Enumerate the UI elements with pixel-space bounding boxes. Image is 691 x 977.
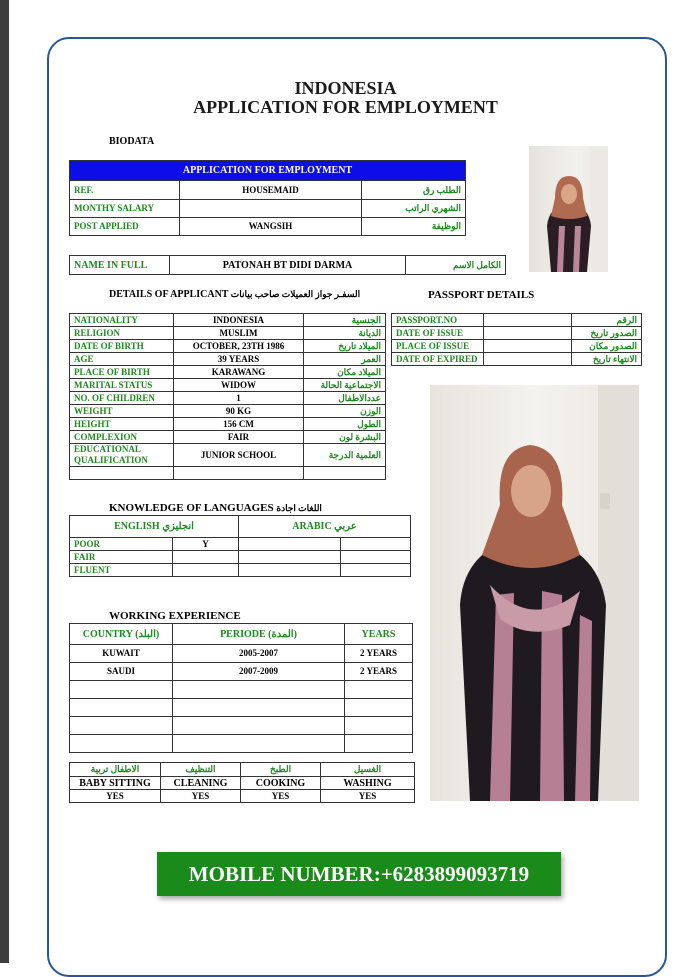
english-arabic-label: انجليزي (162, 521, 194, 532)
passport-value (484, 314, 572, 327)
experience-country: SAUDI (70, 663, 173, 681)
name-value: PATONAH BT DIDI DARMA (170, 256, 406, 275)
table-row (70, 444, 386, 467)
empty-cell (341, 564, 411, 577)
detail-label: DATE OF BIRTH (70, 340, 174, 353)
english-rating (173, 564, 239, 577)
table-row (70, 467, 386, 480)
detail-value: KARAWANG (174, 366, 304, 379)
ref-value: HOUSEMAID (180, 181, 362, 200)
skill-arabic: الطبخ (241, 763, 321, 777)
detail-arabic: العمر (304, 353, 386, 366)
title-application: APPLICATION FOR EMPLOYMENT (193, 97, 498, 117)
arabic-label: ARABIC (292, 521, 332, 532)
ref-arabic: الطلب رق (362, 181, 466, 200)
post-label: POST APPLIED (70, 218, 180, 236)
english-label: ENGLISH (114, 521, 160, 532)
table-row (392, 340, 642, 353)
passport-arabic: الانتهاء تاريخ (572, 353, 642, 366)
arabic-arabic-label: عربي (334, 521, 357, 532)
table-row (70, 763, 415, 777)
ref-label: REF. (70, 181, 180, 200)
experience-heading: WORKING EXPERIENCE (109, 610, 241, 622)
detail-label: HEIGHT (70, 418, 174, 431)
skill-name: CLEANING (161, 777, 241, 790)
table-row (70, 314, 386, 327)
empty-cell (70, 717, 173, 735)
detail-label: COMPLEXION (70, 431, 174, 444)
empty-cell (341, 538, 411, 551)
skill-name: BABY SITTING (70, 777, 161, 790)
detail-arabic: عددالاطفال (304, 392, 386, 405)
table-row (70, 431, 386, 444)
passport-table (391, 313, 642, 366)
empty-cell (70, 681, 173, 699)
languages-table (69, 515, 411, 577)
detail-arabic: البشرة لون (304, 431, 386, 444)
details-heading-en: DETAILS OF APPLICANT (109, 289, 229, 300)
arabic-rating (239, 564, 341, 577)
applicant-photo-small (529, 146, 608, 272)
table-row (70, 379, 386, 392)
detail-value: INDONESIA (174, 314, 304, 327)
table-row (70, 366, 386, 379)
languages-heading (109, 502, 322, 514)
salary-arabic: الشهري الراتب (362, 200, 466, 218)
table-row (70, 418, 386, 431)
salary-value (180, 200, 362, 218)
passport-arabic: الصدور مكان (572, 340, 642, 353)
passport-label: DATE OF ISSUE (392, 327, 484, 340)
detail-value: JUNIOR SCHOOL (174, 444, 304, 467)
table-row (70, 538, 411, 551)
experience-period: 2005-2007 (173, 645, 345, 663)
left-edge-bar (0, 0, 9, 963)
detail-arabic: الوزن (304, 405, 386, 418)
experience-table (69, 623, 413, 753)
skill-arabic: الاطفال تربية (70, 763, 161, 777)
passport-heading: PASSPORT DETAILS (428, 289, 535, 301)
name-arabic: الكامل الاسم (406, 256, 506, 275)
application-table-header: APPLICATION FOR EMPLOYMENT (70, 161, 466, 181)
empty-cell (345, 699, 413, 717)
detail-label: MARITAL STATUS (70, 379, 174, 392)
empty-cell (173, 735, 345, 753)
table-row (70, 340, 386, 353)
post-value: WANGSIH (180, 218, 362, 236)
table-row (70, 681, 413, 699)
language-level: FLUENT (70, 564, 173, 577)
detail-arabic: الميلاد مكان (304, 366, 386, 379)
english-column-header (70, 516, 239, 538)
skill-name: WASHING (321, 777, 415, 790)
applicant-details-table (69, 313, 386, 480)
table-row (70, 551, 411, 564)
detail-arabic: الديانة (304, 327, 386, 340)
period-column-header: PERIODE (المدة) (173, 624, 345, 645)
title-country: INDONESIA (294, 78, 397, 98)
empty-cell (70, 735, 173, 753)
detail-value: 90 KG (174, 405, 304, 418)
skill-name: COOKING (241, 777, 321, 790)
application-table (69, 160, 466, 236)
arabic-column-header (239, 516, 411, 538)
name-label: NAME IN FULL (70, 256, 170, 275)
passport-value (484, 327, 572, 340)
table-row (70, 327, 386, 340)
passport-arabic: الصدور تاريخ (572, 327, 642, 340)
skills-table (69, 762, 415, 803)
passport-label: DATE OF EXPIRED (392, 353, 484, 366)
arabic-rating (239, 538, 341, 551)
skill-value: YES (161, 790, 241, 803)
mobile-number-banner: MOBILE NUMBER:+6283899093719 (157, 852, 561, 896)
detail-label: NO. OF CHILDREN (70, 392, 174, 405)
languages-heading-ar: اللغات اجادة (276, 503, 322, 513)
passport-value (484, 340, 572, 353)
detail-value: 1 (174, 392, 304, 405)
passport-arabic: الرقم (572, 314, 642, 327)
empty-cell (70, 467, 174, 480)
english-rating: Y (173, 538, 239, 551)
detail-arabic: الميلاد تاريخ (304, 340, 386, 353)
passport-label: PLACE OF ISSUE (392, 340, 484, 353)
detail-label: NATIONALITY (70, 314, 174, 327)
table-row (392, 314, 642, 327)
empty-cell (173, 699, 345, 717)
applicant-photo-full (430, 385, 639, 801)
table-row (70, 645, 413, 663)
languages-heading-en: KNOWLEDGE OF LANGUAGES (109, 502, 274, 514)
experience-years: 2 YEARS (345, 645, 413, 663)
detail-value: MUSLIM (174, 327, 304, 340)
table-row (392, 327, 642, 340)
detail-label: AGE (70, 353, 174, 366)
empty-cell (70, 699, 173, 717)
detail-arabic: الاجتماعية الحالة (304, 379, 386, 392)
experience-period: 2007-2009 (173, 663, 345, 681)
empty-cell (345, 735, 413, 753)
detail-value: OCTOBER, 23TH 1986 (174, 340, 304, 353)
detail-label: WEIGHT (70, 405, 174, 418)
empty-cell (345, 717, 413, 735)
table-row (392, 353, 642, 366)
table-row (70, 663, 413, 681)
arabic-rating (239, 551, 341, 564)
detail-label: PLACE OF BIRTH (70, 366, 174, 379)
details-heading-ar: السفـر جواز العميلات صاحب بيانات (230, 289, 361, 299)
empty-cell (173, 681, 345, 699)
table-row (70, 564, 411, 577)
biodata-label: BIODATA (109, 136, 155, 147)
table-row (70, 735, 413, 753)
language-level: POOR (70, 538, 173, 551)
detail-value: 156 CM (174, 418, 304, 431)
skill-value: YES (241, 790, 321, 803)
empty-cell (304, 467, 386, 480)
skill-value: YES (70, 790, 161, 803)
table-row (70, 699, 413, 717)
empty-cell (345, 681, 413, 699)
english-rating (173, 551, 239, 564)
experience-country: KUWAIT (70, 645, 173, 663)
detail-value: FAIR (174, 431, 304, 444)
table-row (70, 790, 415, 803)
detail-arabic: العلمية الدرجة (304, 444, 386, 467)
table-row (70, 405, 386, 418)
detail-value: 39 YEARS (174, 353, 304, 366)
table-row (70, 777, 415, 790)
name-table (69, 255, 506, 275)
language-level: FAIR (70, 551, 173, 564)
empty-cell (341, 551, 411, 564)
detail-arabic: الطول (304, 418, 386, 431)
experience-years: 2 YEARS (345, 663, 413, 681)
details-heading (109, 289, 360, 300)
detail-label: RELIGION (70, 327, 174, 340)
country-column-header: COUNTRY (البلد) (70, 624, 173, 645)
empty-cell (173, 717, 345, 735)
years-column-header: YEARS (345, 624, 413, 645)
empty-cell (174, 467, 304, 480)
salary-label: MONTHY SALARY (70, 200, 180, 218)
passport-value (484, 353, 572, 366)
passport-label: PASSPORT.NO (392, 314, 484, 327)
table-row (70, 717, 413, 735)
detail-value: WIDOW (174, 379, 304, 392)
post-arabic: الوظيفة (362, 218, 466, 236)
table-row (70, 392, 386, 405)
detail-arabic: الجنسية (304, 314, 386, 327)
skill-arabic: الغسيل (321, 763, 415, 777)
table-row (70, 353, 386, 366)
skill-value: YES (321, 790, 415, 803)
detail-label: EDUCATIONAL QUALIFICATION (70, 444, 174, 467)
skill-arabic: التنظيف (161, 763, 241, 777)
